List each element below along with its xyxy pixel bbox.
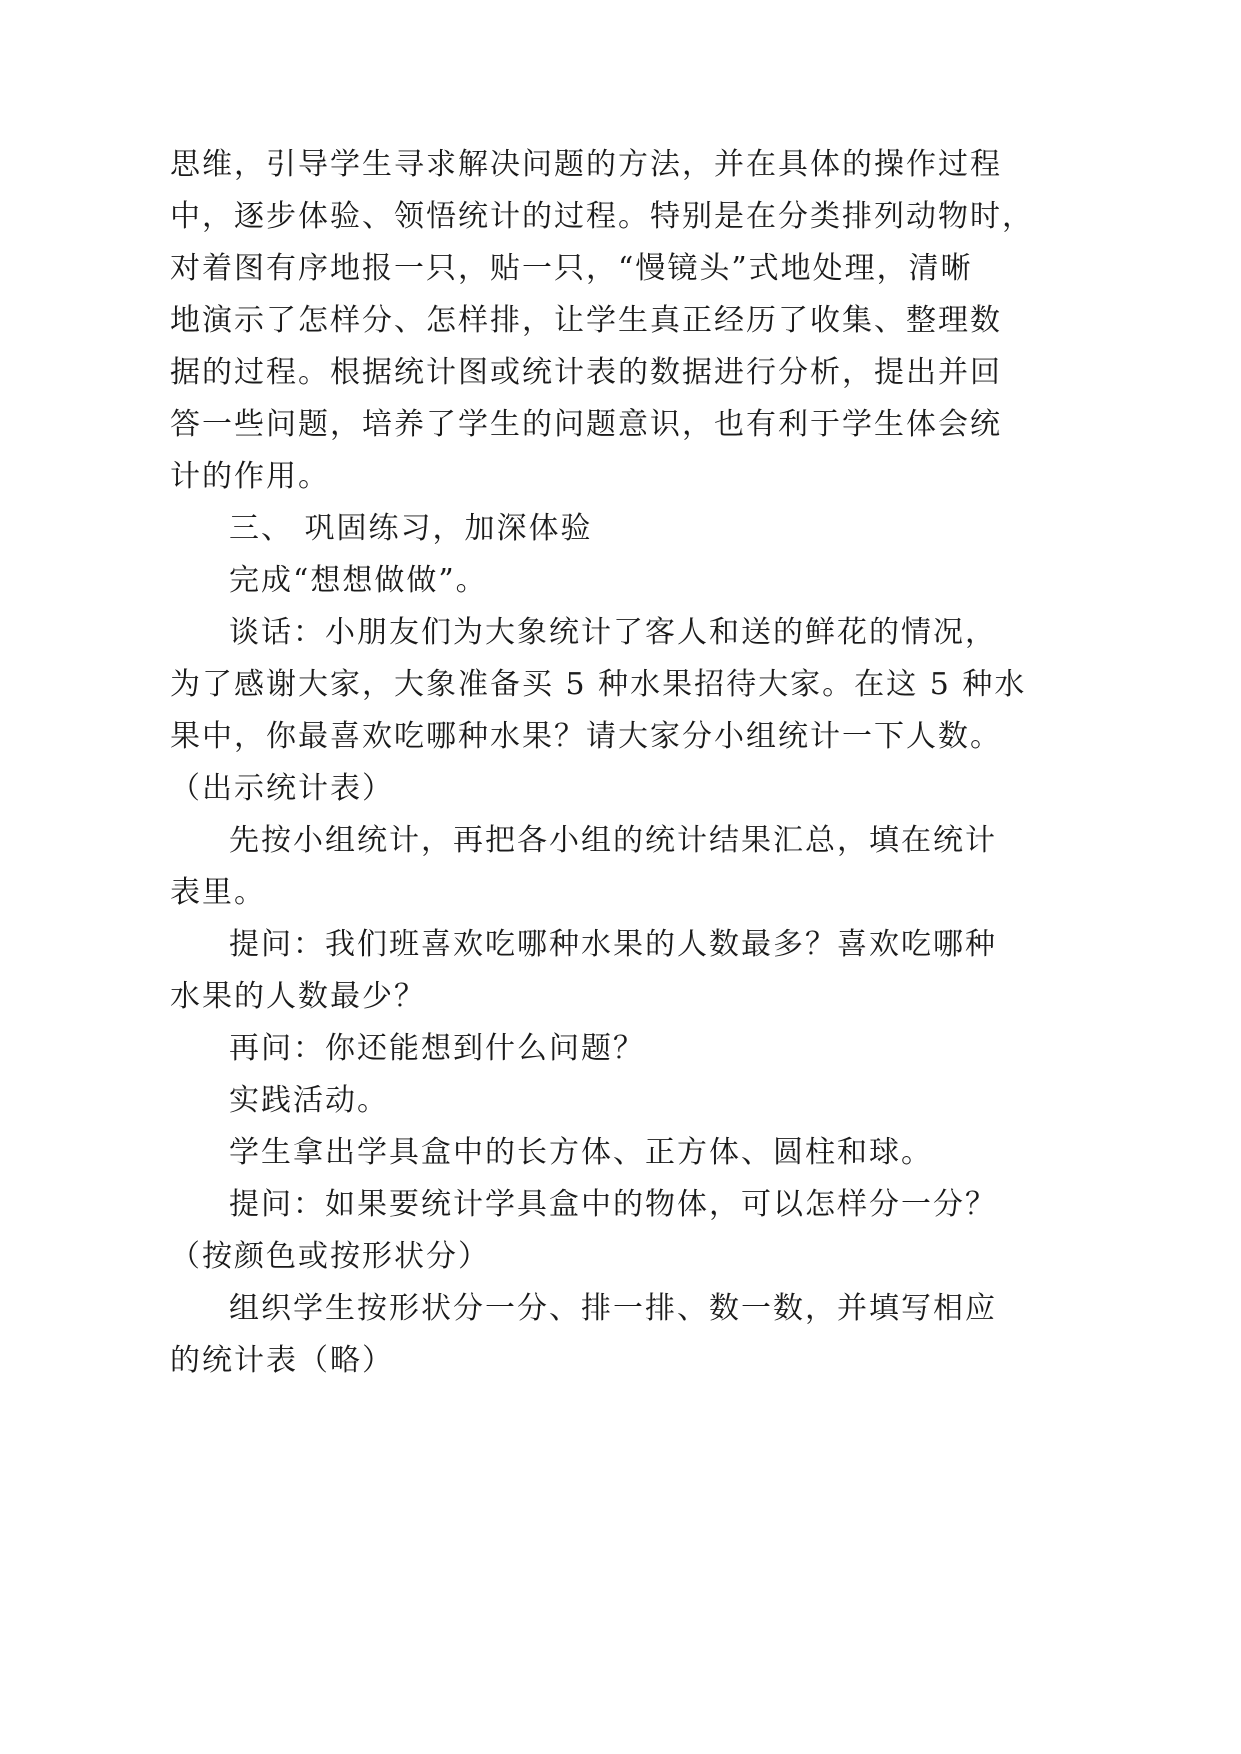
text-line: 完成“想想做做”。 — [229, 563, 488, 598]
text-line: 答一些问题，培养了学生的问题意识，也有利于学生体会统 — [170, 407, 1002, 442]
text-line: 再问：你还能想到什么问题？ — [229, 1031, 645, 1066]
text-line: 组织学生按形状分一分、排一排、数一数，并填写相应 — [229, 1291, 997, 1326]
text-line: 计的作用。 — [170, 459, 330, 494]
text-line: 谈话：小朋友们为大象统计了客人和送的鲜花的情况， — [229, 615, 997, 650]
text-line: （按颜色或按形状分） — [170, 1239, 490, 1274]
text-line: 中，逐步体验、领悟统计的过程。特别是在分类排列动物时， — [170, 199, 1034, 234]
text-line: （出示统计表） — [170, 771, 394, 806]
text-line: 先按小组统计，再把各小组的统计结果汇总，填在统计 — [229, 823, 997, 858]
text-line: 地演示了怎样分、怎样排，让学生真正经历了收集、整理数 — [170, 303, 1002, 338]
text-line: 表里。 — [170, 875, 266, 910]
text-line: 思维，引导学生寻求解决问题的方法，并在具体的操作过程 — [170, 147, 1002, 182]
text-line: 对着图有序地报一只，贴一只，“慢镜头”式地处理，清晰 — [170, 251, 973, 286]
text-line: 据的过程。根据统计图或统计表的数据进行分析，提出并回 — [170, 355, 1002, 390]
section-heading: 三、 巩固练习，加深体验 — [229, 511, 593, 546]
text-line: 实践活动。 — [229, 1083, 389, 1118]
text-line: 学生拿出学具盒中的长方体、正方体、圆柱和球。 — [229, 1135, 933, 1170]
text-line: 提问：如果要统计学具盒中的物体，可以怎样分一分？ — [229, 1187, 997, 1222]
text-line: 的统计表（略） — [170, 1343, 394, 1378]
text-line: 水果的人数最少？ — [170, 979, 426, 1014]
text-line: 果中，你最喜欢吃哪种水果？请大家分小组统计一下人数。 — [170, 719, 1002, 754]
text-line: 为了感谢大家，大象准备买 5 种水果招待大家。在这 5 种水 — [170, 667, 1027, 702]
text-line: 提问：我们班喜欢吃哪种水果的人数最多？喜欢吃哪种 — [229, 927, 997, 962]
